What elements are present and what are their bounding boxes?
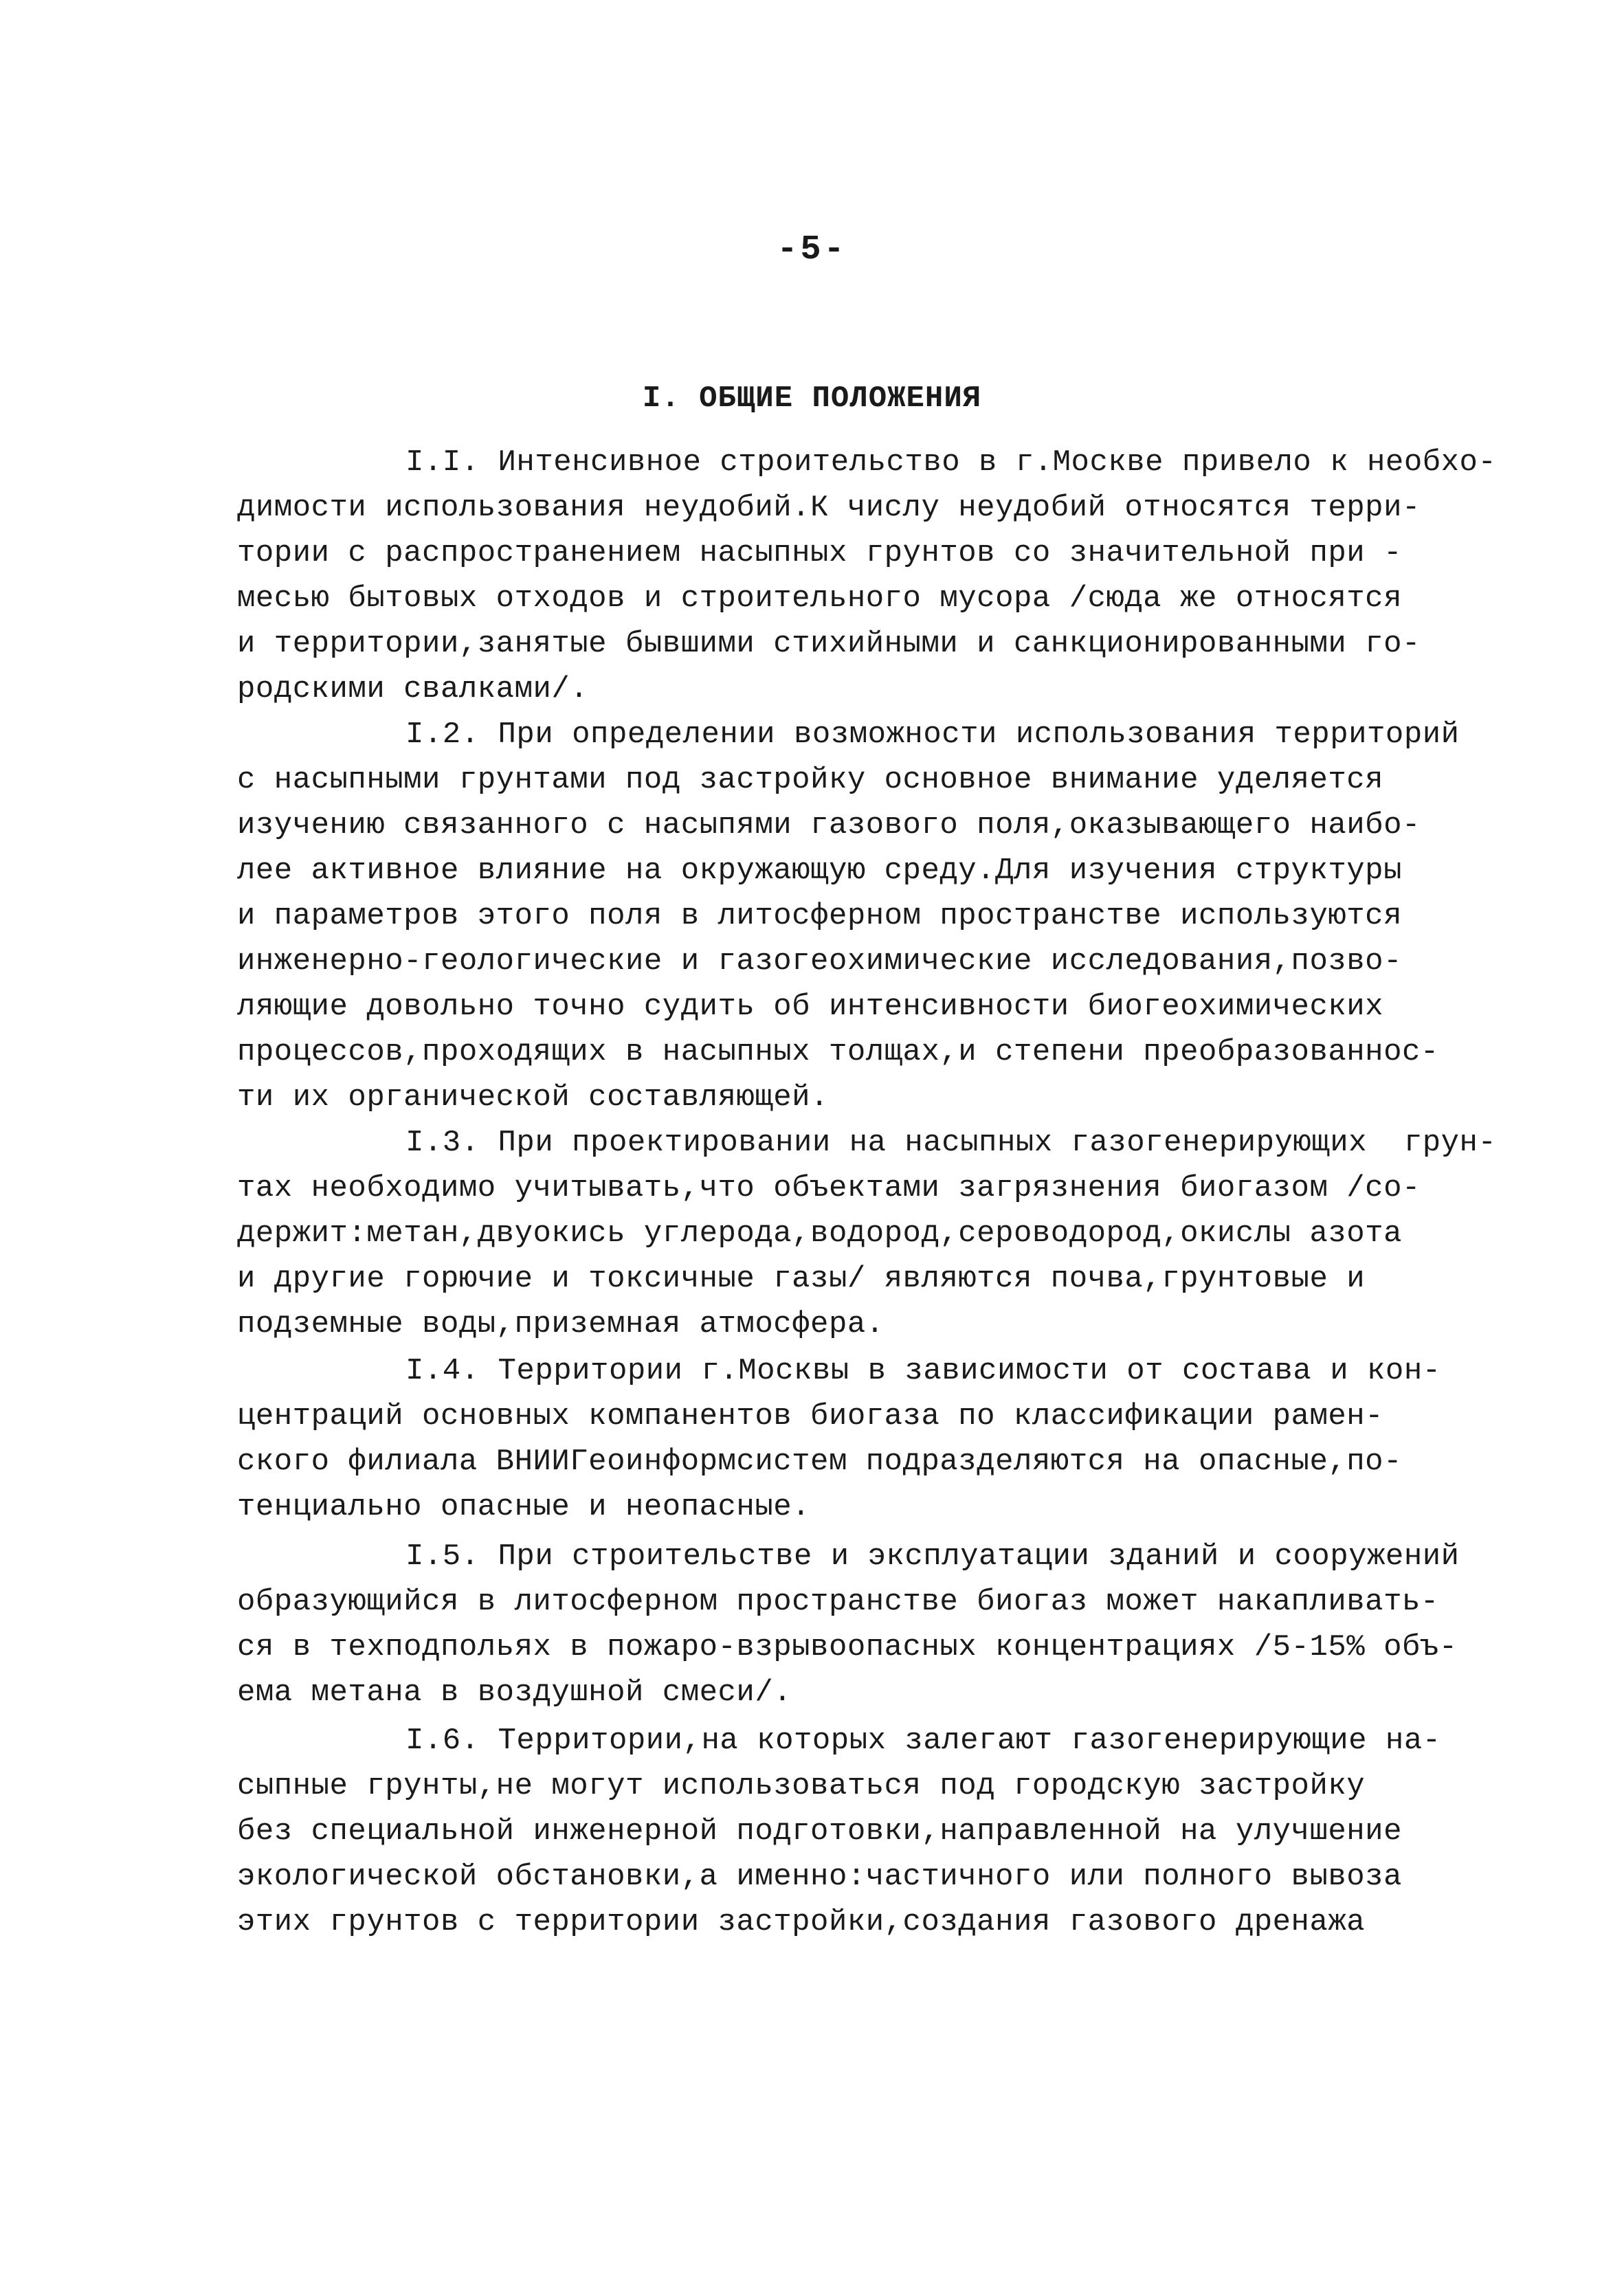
paragraph-1-3 (237, 1120, 1497, 1347)
text-line: с насыпными грунтами под застройку основное внимание уделяется (237, 763, 1384, 797)
paragraph-1-5 (237, 1534, 1460, 1715)
text-line: изучению связанного с насыпями газового поля,оказывающего наибо- (237, 808, 1421, 843)
text-line: инженерно-геологические и газогеохимические исследования,позво- (237, 944, 1402, 979)
text-line: образующийся в литосферном пространстве биогаз может накапливать- (237, 1585, 1439, 1619)
text-line: I.2. При определении возможности использования территорий (405, 717, 1460, 752)
section-title: I. ОБЩИЕ ПОЛОЖЕНИЯ (642, 381, 982, 416)
text-line: лее активное влияние на окружающую среду.Для изучения структуры (237, 854, 1402, 888)
text-line: I.6. Территории,на которых залегают газогенерирующие на- (405, 1724, 1441, 1758)
text-line: центраций основных компанентов биогаза по классификации рамен- (237, 1399, 1384, 1434)
page-number: -5- (777, 230, 847, 269)
text-line: без специальной инженерной подготовки,направленной на улучшение (237, 1814, 1402, 1849)
text-line: месью бытовых отходов и строительного мусора /сюда же относятся (237, 581, 1402, 616)
text-line: процессов,проходящих в насыпных толщах,и степени преобразованнос- (237, 1035, 1439, 1069)
text-line: тории с распространением насыпных грунтов со значительной при - (237, 536, 1402, 570)
text-line: I.5. При строительстве и эксплуатации зданий и сооружений (405, 1539, 1460, 1574)
text-line: I.I. Интенсивное строительство в г.Москве привело к необхо- (405, 445, 1497, 480)
paragraph-1-6 (237, 1718, 1441, 1945)
text-line: держит:метан,двуокись углерода,водород,сероводород,окислы азота (237, 1216, 1402, 1251)
paragraph-1-1 (237, 440, 1497, 712)
text-line: тах необходимо учитывать,что объектами загрязнения биогазом /со- (237, 1171, 1421, 1205)
text-line: родскими свалками/. (237, 672, 589, 706)
text-line: I.4. Территории г.Москвы в зависимости от состава и кон- (405, 1354, 1441, 1388)
text-line: ляющие довольно точно судить об интенсивности биогеохимических (237, 990, 1384, 1024)
text-line: и территории,занятые бывшими стихийными и санкционированными го- (237, 627, 1421, 661)
text-line: тенциально опасные и неопасные. (237, 1490, 811, 1524)
text-line: I.3. При проектировании на насыпных газогенерирующих грун- (405, 1126, 1497, 1160)
text-line: этих грунтов с территории застройки,создания газового дренажа (237, 1905, 1366, 1939)
text-line: ся в техподпольях в пожаро-взрывоопасных концентрациях /5-15% объ- (237, 1630, 1458, 1664)
text-line: ема метана в воздушной смеси/. (237, 1675, 792, 1710)
text-line: и параметров этого поля в литосферном пространстве используются (237, 899, 1402, 933)
paragraph-1-4 (237, 1348, 1441, 1530)
text-line: экологической обстановки,а именно:частичного или полного вывоза (237, 1860, 1402, 1894)
paragraph-1-2 (237, 712, 1460, 1120)
text-line: ского филиала ВНИИГеоинформсистем подразделяются на опасные,по- (237, 1445, 1402, 1479)
text-line: подземные воды,приземная атмосфера. (237, 1307, 885, 1341)
text-line: ти их органической составляющей. (237, 1080, 829, 1115)
text-line: димости использования неудобий.К числу неудобий относятся терри- (237, 491, 1421, 525)
text-line: и другие горючие и токсичные газы/ являются почва,грунтовые и (237, 1262, 1366, 1296)
text-line: сыпные грунты,не могут использоваться под городскую застройку (237, 1769, 1366, 1803)
